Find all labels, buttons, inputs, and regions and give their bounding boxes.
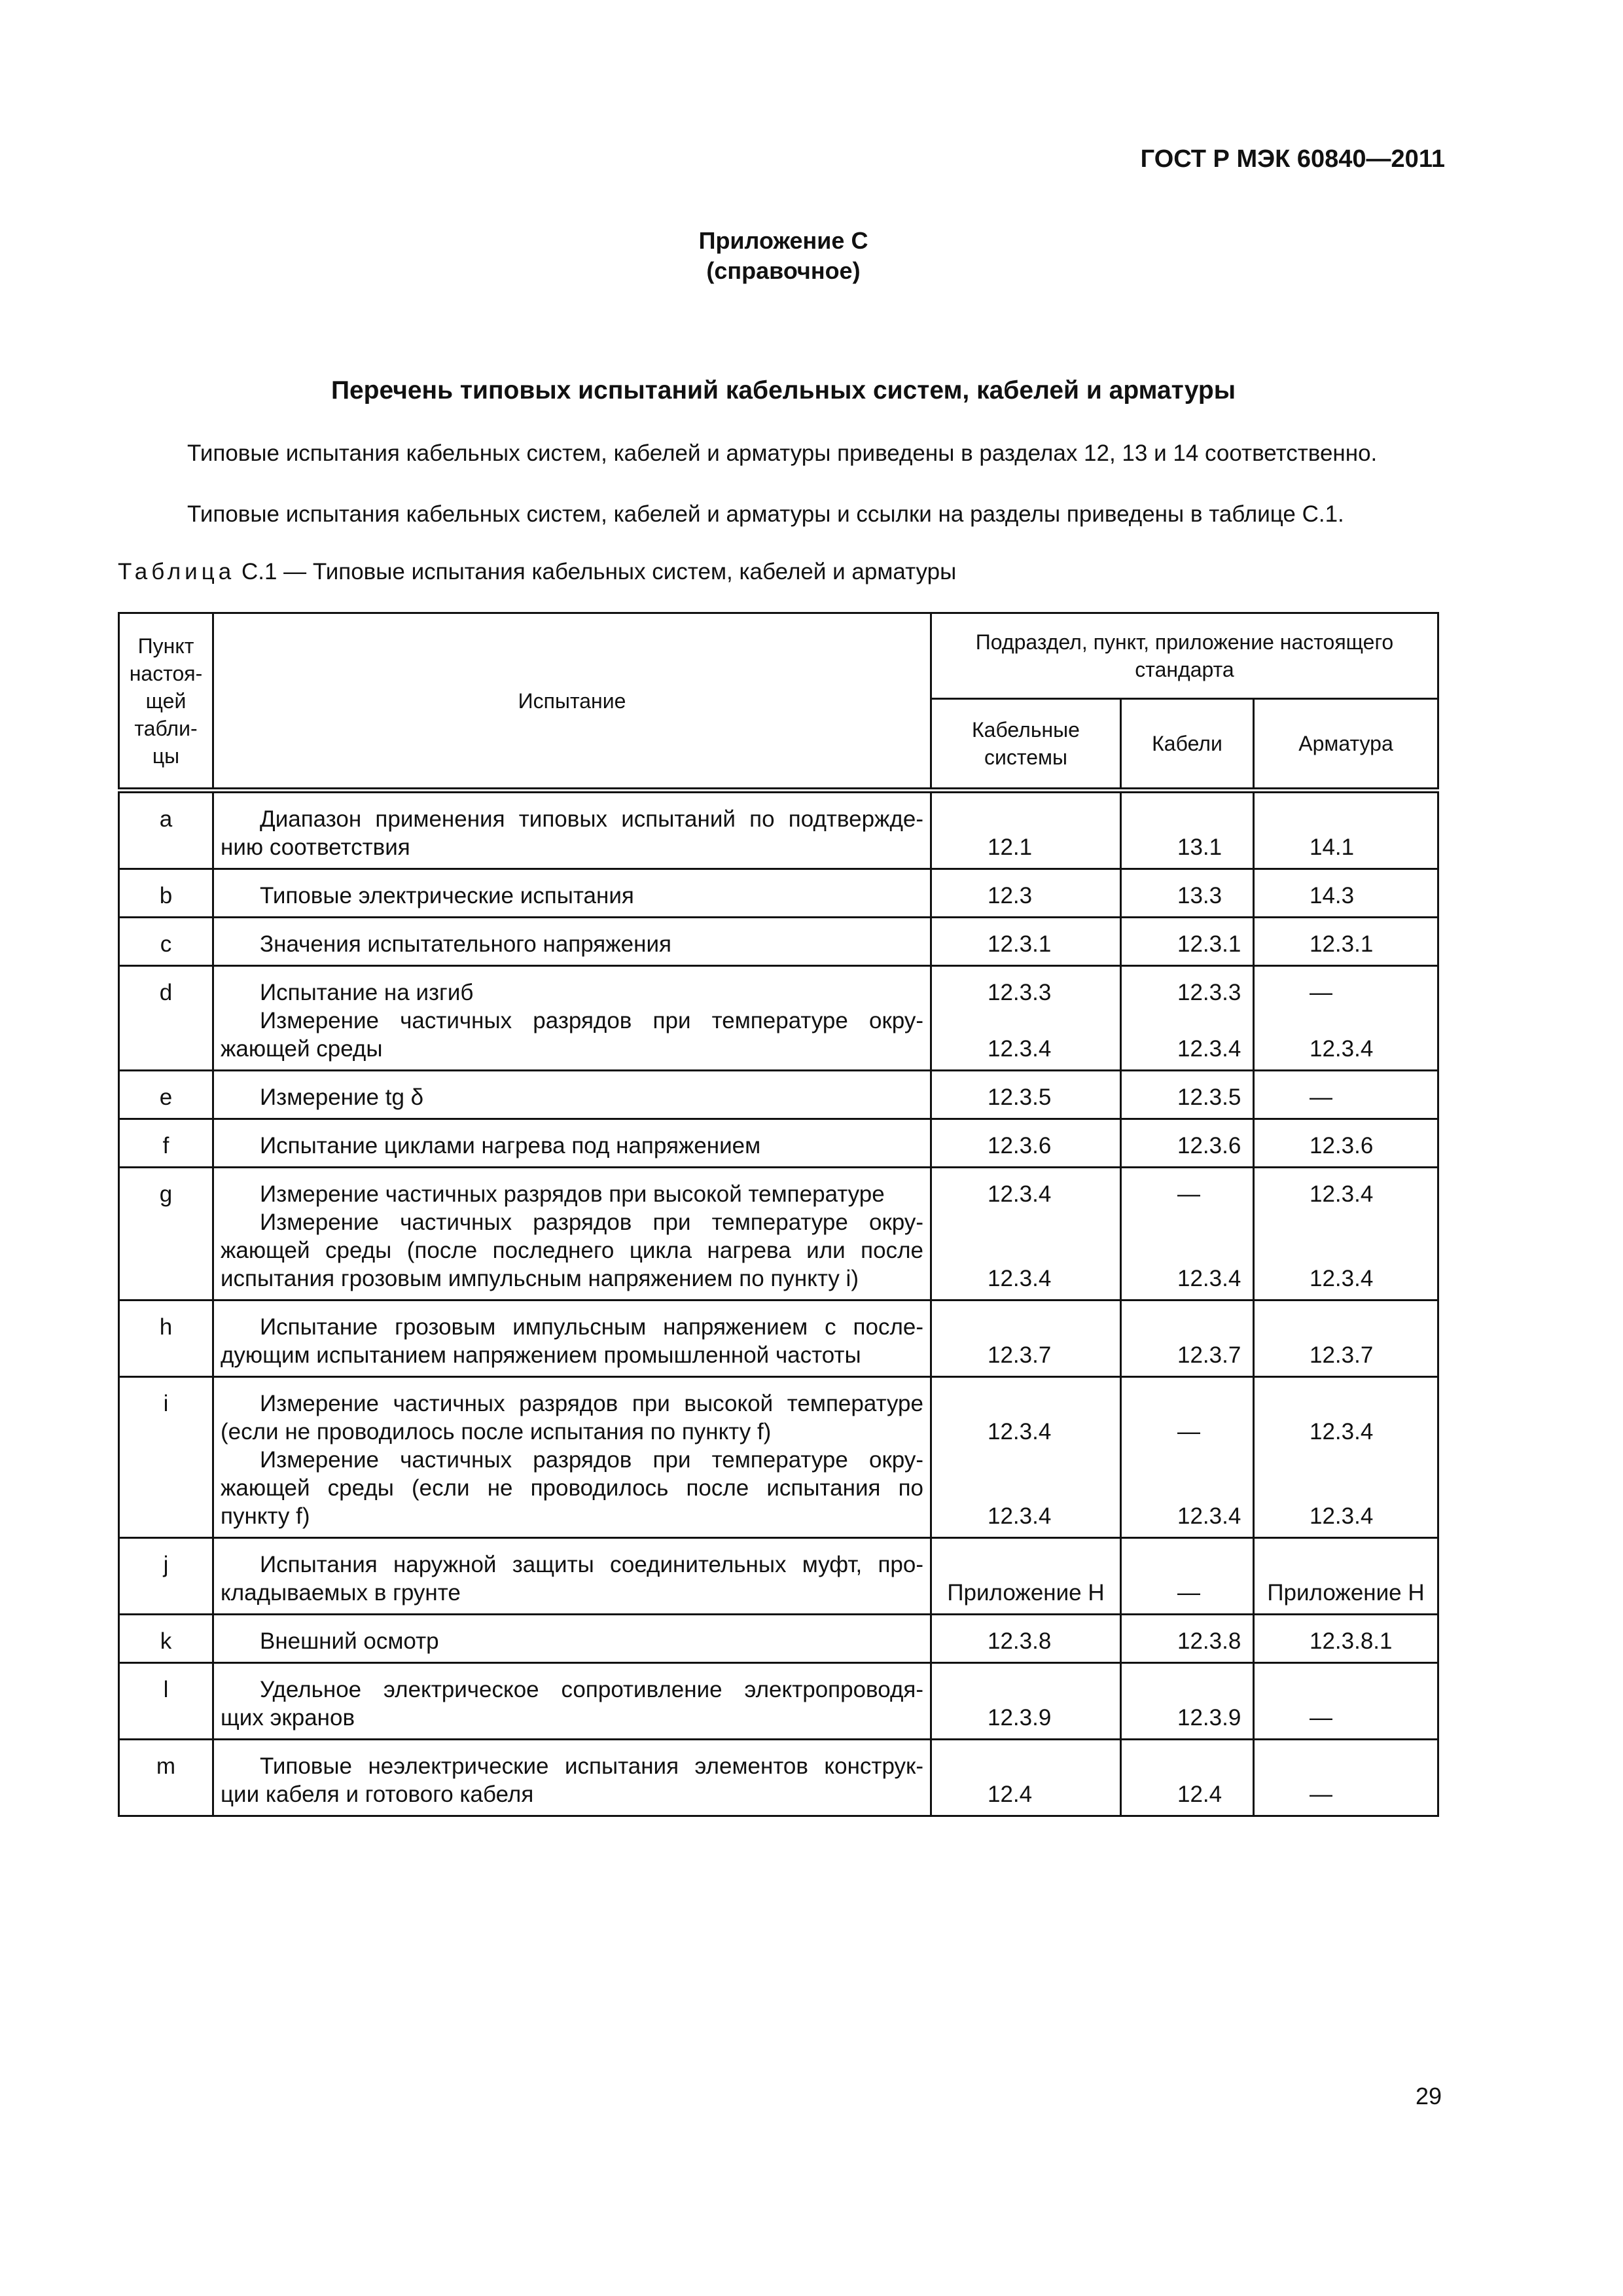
ref-accessories bbox=[1254, 791, 1438, 869]
ref-cable-systems bbox=[931, 1663, 1121, 1740]
ref-cable-systems bbox=[931, 1300, 1121, 1377]
reference-value: 12.3.1 bbox=[1310, 931, 1374, 957]
ref-accessories bbox=[1254, 1615, 1438, 1663]
test-line: щих экранов bbox=[221, 1705, 355, 1731]
test-line: Испытания наружной защиты соединительных муфт, про- bbox=[260, 1552, 923, 1577]
reference-value: — bbox=[1177, 1580, 1200, 1605]
row-item-code: c bbox=[119, 918, 213, 966]
row-test-name bbox=[213, 1300, 931, 1377]
reference-value: 12.3.1 bbox=[988, 931, 1052, 957]
test-line: Измерение tg δ bbox=[260, 1085, 424, 1110]
ref-accessories bbox=[1254, 1740, 1438, 1816]
reference-value: 12.1 bbox=[988, 834, 1033, 860]
reference-value: 12.4 bbox=[1177, 1782, 1222, 1807]
reference-value: 12.3.4 bbox=[1310, 1266, 1374, 1291]
reference-value: 12.3.5 bbox=[988, 1085, 1052, 1110]
reference-value: 12.3.4 bbox=[988, 1419, 1052, 1444]
reference-value: — bbox=[1310, 1782, 1332, 1807]
reference-value: 13.1 bbox=[1177, 834, 1222, 860]
reference-value: Приложение Н bbox=[947, 1580, 1105, 1605]
reference-value: — bbox=[1177, 1419, 1200, 1444]
appendix-name: Приложение С bbox=[698, 227, 868, 254]
test-line: пункту f) bbox=[221, 1503, 310, 1529]
reference-value: 12.3.6 bbox=[1177, 1133, 1241, 1158]
ref-accessories bbox=[1254, 1300, 1438, 1377]
type-tests-table bbox=[118, 612, 1439, 1817]
test-line: Измерение частичных разрядов при температуре окру- bbox=[260, 1210, 923, 1235]
row-item-code: i bbox=[119, 1377, 213, 1538]
test-line: дующим испытанием напряжением промышленной частоты bbox=[221, 1342, 861, 1368]
reference-value: 12.3.4 bbox=[1310, 1419, 1374, 1444]
appendix-title bbox=[0, 226, 1567, 286]
ref-cable-systems bbox=[931, 869, 1121, 918]
reference-value: — bbox=[1310, 1085, 1332, 1110]
table-caption bbox=[118, 559, 956, 585]
reference-value: 12.3.9 bbox=[1177, 1705, 1241, 1731]
reference-value: 12.3.4 bbox=[988, 1036, 1052, 1062]
header-reference-group: Подраздел, пункт, приложение настоящего стандарта bbox=[931, 613, 1438, 699]
test-line: Испытание на изгиб bbox=[260, 980, 474, 1005]
header-cable-systems: Кабельные системы bbox=[931, 699, 1121, 791]
reference-value: 12.3.8.1 bbox=[1310, 1628, 1393, 1654]
ref-cables bbox=[1121, 918, 1254, 966]
table-row bbox=[119, 1740, 1438, 1816]
ref-accessories bbox=[1254, 966, 1438, 1071]
test-line: нию соответствия bbox=[221, 834, 410, 860]
row-test-name bbox=[213, 791, 931, 869]
test-line: жающей среды bbox=[221, 1036, 383, 1062]
ref-cables bbox=[1121, 1119, 1254, 1168]
ref-cable-systems bbox=[931, 918, 1121, 966]
ref-cables bbox=[1121, 869, 1254, 918]
table-caption-text: С.1 — Типовые испытания кабельных систем, кабелей и арматуры bbox=[235, 559, 957, 584]
row-item-code: d bbox=[119, 966, 213, 1071]
ref-cables bbox=[1121, 1168, 1254, 1300]
row-test-name bbox=[213, 966, 931, 1071]
ref-accessories bbox=[1254, 1168, 1438, 1300]
ref-cables bbox=[1121, 1663, 1254, 1740]
reference-value: 14.1 bbox=[1310, 834, 1355, 860]
reference-value: 12.3.4 bbox=[1177, 1266, 1241, 1291]
row-item-code: j bbox=[119, 1538, 213, 1615]
header-cables: Кабели bbox=[1121, 699, 1254, 791]
test-line: жающей среды (если не проводилось после испытания по bbox=[221, 1475, 923, 1501]
row-test-name bbox=[213, 1119, 931, 1168]
ref-accessories bbox=[1254, 1663, 1438, 1740]
reference-value: 12.3.4 bbox=[1310, 1503, 1374, 1529]
table-row bbox=[119, 918, 1438, 966]
header-item: Пункт настоя-щей табли-цы bbox=[119, 613, 213, 791]
row-test-name bbox=[213, 1615, 931, 1663]
test-line: ции кабеля и готового кабеля bbox=[221, 1782, 534, 1807]
row-item-code: m bbox=[119, 1740, 213, 1816]
table-row bbox=[119, 1168, 1438, 1300]
reference-value: 12.4 bbox=[988, 1782, 1033, 1807]
ref-cables bbox=[1121, 1300, 1254, 1377]
row-item-code: b bbox=[119, 869, 213, 918]
row-item-code: e bbox=[119, 1071, 213, 1119]
table-row bbox=[119, 791, 1438, 869]
ref-cables bbox=[1121, 1538, 1254, 1615]
ref-cable-systems bbox=[931, 1538, 1121, 1615]
reference-value: 12.3.9 bbox=[988, 1705, 1052, 1731]
test-line: кладываемых в грунте bbox=[221, 1580, 461, 1605]
table-row bbox=[119, 1377, 1438, 1538]
ref-cables bbox=[1121, 1377, 1254, 1538]
ref-accessories bbox=[1254, 918, 1438, 966]
reference-value: 12.3.4 bbox=[988, 1503, 1052, 1529]
reference-value: 12.3 bbox=[988, 883, 1033, 908]
reference-value: 12.3.7 bbox=[1177, 1342, 1241, 1368]
test-line: Измерение частичных разрядов при температуре окру- bbox=[260, 1447, 923, 1473]
ref-cable-systems bbox=[931, 1119, 1121, 1168]
ref-cable-systems bbox=[931, 966, 1121, 1071]
row-item-code: l bbox=[119, 1663, 213, 1740]
test-line: Испытание циклами нагрева под напряжением bbox=[260, 1133, 761, 1158]
row-item-code: g bbox=[119, 1168, 213, 1300]
table-row bbox=[119, 1119, 1438, 1168]
ref-cables bbox=[1121, 1071, 1254, 1119]
ref-cables bbox=[1121, 1615, 1254, 1663]
reference-value: 14.3 bbox=[1310, 883, 1355, 908]
standard-code: ГОСТ Р МЭК 60840—2011 bbox=[1140, 145, 1445, 173]
test-line: (если не проводилось после испытания по пункту f) bbox=[221, 1419, 772, 1444]
reference-value: Приложение Н bbox=[1267, 1580, 1425, 1605]
row-item-code: a bbox=[119, 791, 213, 869]
ref-cables bbox=[1121, 966, 1254, 1071]
reference-value: 12.3.4 bbox=[988, 1181, 1052, 1207]
row-item-code: k bbox=[119, 1615, 213, 1663]
reference-value: 13.3 bbox=[1177, 883, 1222, 908]
table-row bbox=[119, 1538, 1438, 1615]
test-line: Измерение частичных разрядов при высокой температуре bbox=[260, 1391, 923, 1416]
intro-paragraph-1: Типовые испытания кабельных систем, кабелей и арматуры приведены в разделах 12, 13 и 14 соответственно. bbox=[187, 440, 1378, 466]
test-line: Измерение частичных разрядов при температуре окру- bbox=[260, 1008, 923, 1033]
ref-cable-systems bbox=[931, 1377, 1121, 1538]
ref-accessories bbox=[1254, 1119, 1438, 1168]
test-line: Испытание грозовым импульсным напряжением с после- bbox=[260, 1314, 923, 1340]
row-test-name bbox=[213, 1168, 931, 1300]
ref-accessories bbox=[1254, 1071, 1438, 1119]
table-row bbox=[119, 869, 1438, 918]
ref-accessories bbox=[1254, 869, 1438, 918]
test-line: Типовые электрические испытания bbox=[260, 883, 634, 908]
header-accessories: Арматура bbox=[1254, 699, 1438, 791]
test-line: Измерение частичных разрядов при высокой температуре bbox=[260, 1181, 885, 1207]
reference-value: 12.3.4 bbox=[1177, 1036, 1241, 1062]
row-test-name bbox=[213, 1538, 931, 1615]
reference-value: 12.3.4 bbox=[1177, 1503, 1241, 1529]
reference-value: 12.3.7 bbox=[988, 1342, 1052, 1368]
page-heading: Перечень типовых испытаний кабельных систем, кабелей и арматуры bbox=[330, 376, 1236, 404]
reference-value: 12.3.4 bbox=[1310, 1036, 1374, 1062]
reference-value: — bbox=[1310, 1705, 1332, 1731]
ref-cable-systems bbox=[931, 791, 1121, 869]
reference-value: 12.3.6 bbox=[988, 1133, 1052, 1158]
reference-value: 12.3.3 bbox=[988, 980, 1052, 1005]
test-line: Диапазон применения типовых испытаний по подтвержде- bbox=[260, 806, 923, 832]
test-line: Значения испытательного напряжения bbox=[260, 931, 671, 957]
header-test: Испытание bbox=[213, 613, 931, 791]
reference-value: — bbox=[1177, 1181, 1200, 1207]
table-row bbox=[119, 1663, 1438, 1740]
ref-cables bbox=[1121, 1740, 1254, 1816]
ref-cable-systems bbox=[931, 1071, 1121, 1119]
row-test-name bbox=[213, 918, 931, 966]
row-item-code: h bbox=[119, 1300, 213, 1377]
row-test-name bbox=[213, 1377, 931, 1538]
reference-value: 12.3.7 bbox=[1310, 1342, 1374, 1368]
reference-value: 12.3.4 bbox=[988, 1266, 1052, 1291]
reference-value: — bbox=[1310, 980, 1332, 1005]
intro-paragraph-2: Типовые испытания кабельных систем, кабелей и арматуры и ссылки на разделы приведены в таблице С.1. bbox=[187, 501, 1344, 527]
row-test-name bbox=[213, 1071, 931, 1119]
reference-value: 12.3.4 bbox=[1310, 1181, 1374, 1207]
ref-cable-systems bbox=[931, 1168, 1121, 1300]
row-item-code: f bbox=[119, 1119, 213, 1168]
table-row bbox=[119, 966, 1438, 1071]
table-row bbox=[119, 1300, 1438, 1377]
ref-cable-systems bbox=[931, 1740, 1121, 1816]
row-test-name bbox=[213, 1740, 931, 1816]
appendix-subtitle: (справочное) bbox=[706, 257, 861, 284]
ref-cable-systems bbox=[931, 1615, 1121, 1663]
reference-value: 12.3.3 bbox=[1177, 980, 1241, 1005]
reference-value: 12.3.8 bbox=[1177, 1628, 1241, 1654]
reference-value: 12.3.6 bbox=[1310, 1133, 1374, 1158]
test-line: Типовые неэлектрические испытания элементов конструк- bbox=[260, 1753, 923, 1779]
test-line: жающей среды (после последнего цикла нагрева или после bbox=[221, 1238, 923, 1263]
table-caption-label: Таблица bbox=[118, 559, 236, 584]
test-line: Внешний осмотр bbox=[260, 1628, 439, 1654]
row-test-name bbox=[213, 869, 931, 918]
reference-value: 12.3.5 bbox=[1177, 1085, 1241, 1110]
reference-value: 12.3.8 bbox=[988, 1628, 1052, 1654]
table-row bbox=[119, 1615, 1438, 1663]
ref-accessories bbox=[1254, 1377, 1438, 1538]
test-line: испытания грозовым импульсным напряжением по пункту i) bbox=[221, 1266, 859, 1291]
test-line: Удельное электрическое сопротивление электропроводя- bbox=[260, 1677, 923, 1702]
ref-accessories bbox=[1254, 1538, 1438, 1615]
ref-cables bbox=[1121, 791, 1254, 869]
page-number: 29 bbox=[1415, 2083, 1442, 2109]
row-test-name bbox=[213, 1663, 931, 1740]
reference-value: 12.3.1 bbox=[1177, 931, 1241, 957]
table-row bbox=[119, 1071, 1438, 1119]
